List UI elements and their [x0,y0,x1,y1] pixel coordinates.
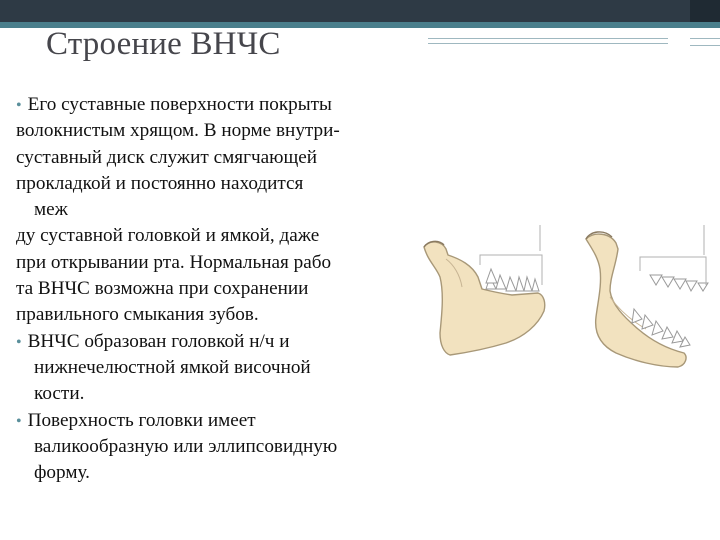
body-line [16,381,431,407]
bullet-icon: • [16,333,22,351]
slide-title: Строение ВНЧС [46,26,281,62]
header-bar [0,0,720,22]
body-line [16,302,431,328]
body-line-text: прокладкой и постоянно находится [16,172,304,194]
body-line-text: правильного смыкания зубов. [16,304,259,326]
body-line [16,197,431,223]
body-line-text: суставный диск служит смягчающей [16,146,318,168]
body-line-text: валикообразную или эллипсовидную [34,435,338,457]
body-line-text: Поверхность головки имеет [27,409,256,431]
tmj-figure [420,225,720,370]
body-line-text: при открывании рта. Нормальная рабо [16,251,332,273]
body-line-text: форму. [34,462,90,484]
body-line-text: Его суставные поверхности покрыты [27,94,332,115]
body-line [16,355,431,381]
jaw-open-illustration [586,225,708,367]
body-line [16,92,431,118]
body-line [16,460,431,486]
body-line [16,329,431,355]
slide-body-text [16,92,431,486]
body-line-text: ВНЧС образован головкой н/ч и [27,330,290,352]
body-line [16,250,431,276]
body-line-text: ду суставной головкой и ямкой, даже [16,225,320,247]
body-line [16,223,431,249]
title-rule-top [428,38,668,39]
body-line-text: нижнечелюстной ямкой височной [34,356,311,378]
header-corner-block [690,0,720,22]
bullet-icon: • [16,412,22,430]
body-line-text: кости. [34,383,85,405]
body-line [16,171,431,197]
jaw-closed-illustration [424,225,545,355]
body-line [16,276,431,302]
body-line-text: меж [34,199,68,221]
body-line-text: волокнистым хрящом. В норме внутри- [16,120,340,142]
body-line [16,145,431,171]
body-line [16,118,431,144]
body-line [16,434,431,460]
title-rule-bottom [428,43,668,44]
body-line [16,408,431,434]
title-rule-right [690,38,720,46]
bullet-icon: • [16,97,22,114]
body-line-text: та ВНЧС возможна при сохранении [16,278,309,300]
